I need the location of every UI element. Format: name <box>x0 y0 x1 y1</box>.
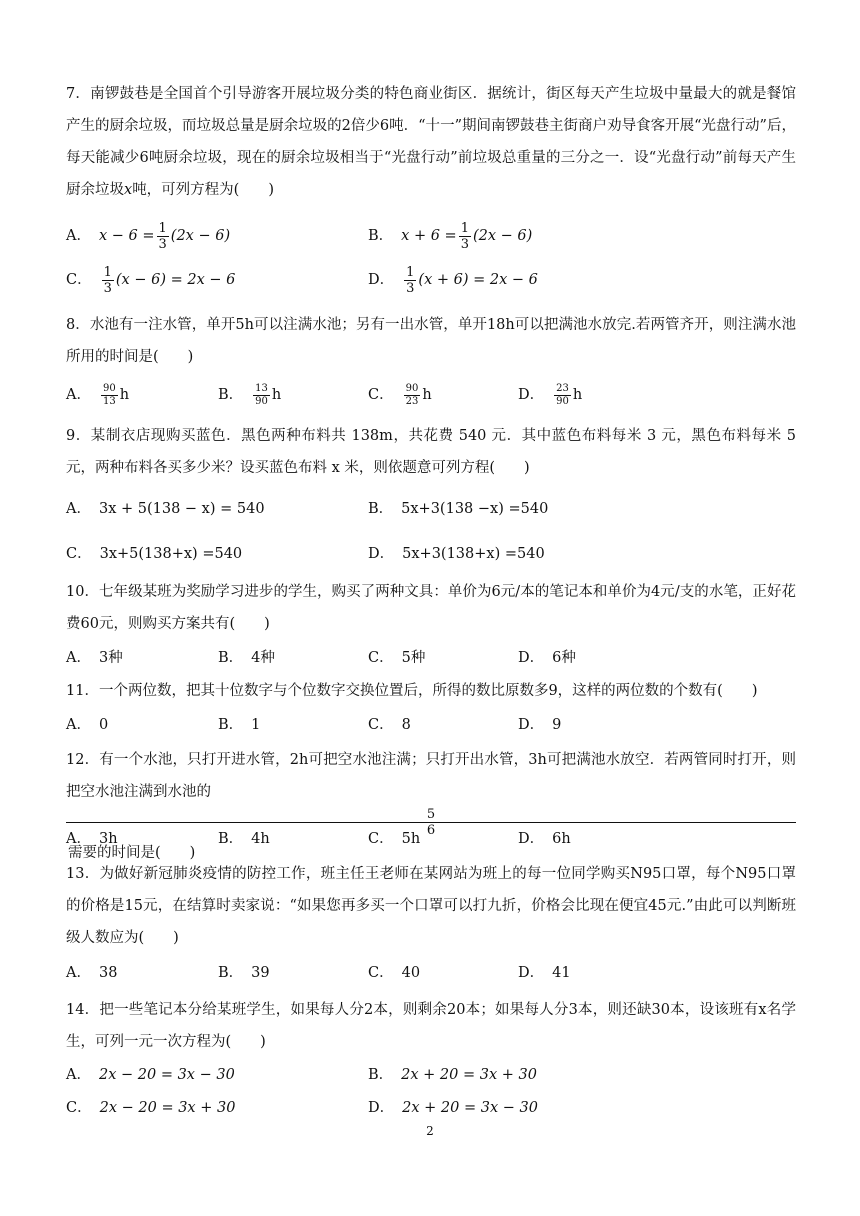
question-10-options <box>66 643 796 673</box>
option-c[interactable]: C． 40 <box>368 965 421 981</box>
question-10-stem: 10．七年级某班为奖励学习进步的学生，购买了两种文具：单价为6元/本的笔记本和单价为4元/支的水笔，正好花费60元，则购买方案共有( ) <box>66 584 796 632</box>
question-8-stem: 8．水池有一注水管，单开5h可以注满水池；另有一出水管，单开18h可以把满池水放完.若两管齐开，则注满水池所用的时间是( ) <box>66 317 796 365</box>
question-12-options <box>66 824 796 854</box>
option-d[interactable]: D． 6h <box>518 831 571 847</box>
option-a[interactable]: A． $\frac{90}{13}$ h <box>66 382 130 407</box>
option-a[interactable]: A． 0 <box>66 717 109 733</box>
option-a[interactable]: A． 3h <box>66 831 118 847</box>
option-c[interactable]: C． 8 <box>368 717 411 733</box>
fraction: $\frac{1}{3}$ <box>158 220 167 252</box>
option-b[interactable]: B． 4种 <box>218 650 275 666</box>
option-d[interactable]: D． 2x + 20 = 3x − 30 <box>368 1100 538 1116</box>
option-c[interactable]: C． 3x+5(138+x) =540 <box>66 546 243 562</box>
option-b[interactable]: B． 4h <box>218 831 270 847</box>
question-14-stem: 14．把一些笔记本分给某班学生，如果每人分2本，则剩余20本；如果每人分3本，则还缺30本，设该班有x名学生，可列一元一次方程为( ) <box>66 1002 796 1050</box>
option-d[interactable]: D． $\frac{1}{3}$ (x + 6) = 2x − 6 <box>368 264 538 296</box>
question-14-options-row1 <box>66 1060 796 1090</box>
option-c[interactable]: C． 5h <box>368 831 421 847</box>
option-d[interactable]: D． 6种 <box>518 650 576 666</box>
option-d[interactable]: D． 41 <box>518 965 571 981</box>
question-14-options-row2 <box>66 1093 796 1123</box>
question-12-stem: 12．有一个水池，只打开进水管，2h可把空水池注满；只打开出水管，3h可把满池水放空．若两管同时打开，则把空水池注满到水池的 5 6 需要的时间是( ) <box>66 752 796 861</box>
question-13-options <box>66 958 796 988</box>
fraction: $\frac{23}{90}$ <box>556 382 569 407</box>
option-c[interactable]: C． 5种 <box>368 650 426 666</box>
page-number: 2 <box>426 1124 434 1138</box>
option-d[interactable]: D． 5x+3(138+x) =540 <box>368 546 545 562</box>
option-a[interactable]: A． 3x + 5(138 − x) = 540 <box>66 501 265 517</box>
question-8-options <box>66 380 796 410</box>
question-9-options-row1 <box>66 494 796 524</box>
question-11-stem: 11．一个两位数，把其十位数字与个位数字交换位置后，所得的数比原数多9，这样的两位数的个数有( ) <box>66 683 758 699</box>
fraction: $\frac{1}{3}$ <box>460 220 469 252</box>
question-7-stem: 7．南锣鼓巷是全国首个引导游客开展垃圾分类的特色商业街区．据统计，街区每天产生垃圾中量最大的就是餐馆产生的厨余垃圾，而垃圾总量是厨余垃圾的2倍少6吨．“十一”期间南锣鼓巷主街商户劝导食客开展“光盘行动”后，每天能减少6吨厨余垃圾，现在的厨余垃圾相当于“光盘行动”前垃圾总重量的三分之一．设“光盘行动”前每天产生厨余垃圾x吨，可列方程为( ) <box>66 86 796 198</box>
question-8 <box>66 309 796 373</box>
question-9-stem: 9．某制衣店现购买蓝色．黑色两种布料共 138m，共花费 540 元．其中蓝色布料每米 3 元，黑色布料每米 5 元，两种布料各买多少米？设买蓝色布料 x 米，则依题意可列方程( ) <box>66 428 796 476</box>
option-b[interactable]: B． 1 <box>218 717 261 733</box>
question-9-options-row2 <box>66 539 796 569</box>
question-11-options <box>66 710 796 740</box>
question-14 <box>66 994 796 1058</box>
fraction: 5 6 <box>66 808 796 837</box>
option-a[interactable]: A． x − 6 = $\frac{1}{3}$ (2x − 6) <box>66 220 231 252</box>
option-b[interactable]: B． $\frac{13}{90}$ h <box>218 382 282 407</box>
question-7-options-row1 <box>66 221 796 251</box>
fraction: $\frac{1}{3}$ <box>103 264 112 296</box>
fraction: $\frac{90}{23}$ <box>405 382 419 407</box>
option-b[interactable]: B． 2x + 20 = 3x + 30 <box>368 1067 537 1083</box>
option-c[interactable]: C． 2x − 20 = 3x + 30 <box>66 1100 236 1116</box>
option-b[interactable]: B． 39 <box>218 965 270 981</box>
question-11 <box>66 675 796 707</box>
fraction: $\frac{90}{13}$ <box>102 382 116 407</box>
question-10 <box>66 576 796 640</box>
fraction: $\frac{1}{3}$ <box>406 264 415 296</box>
option-a[interactable]: A． 2x − 20 = 3x − 30 <box>66 1067 235 1083</box>
option-c[interactable]: C． $\frac{90}{23}$ h <box>368 382 432 407</box>
question-7-options-row2 <box>66 265 796 295</box>
question-13 <box>66 858 796 954</box>
question-13-stem: 13．为做好新冠肺炎疫情的防控工作，班主任王老师在某网站为班上的每一位同学购买N95口罩，每个N95口罩的价格是15元，在结算时卖家说：“如果您再多买一个口罩可以打九折，价格会比现在便宜45元.”由此可以判断班级人数应为( ) <box>66 866 796 946</box>
option-d[interactable]: D． $\frac{23}{90}$ h <box>518 382 583 407</box>
option-d[interactable]: D． 9 <box>518 717 562 733</box>
option-b[interactable]: B． x + 6 = $\frac{1}{3}$ (2x − 6) <box>368 220 533 252</box>
question-7 <box>66 78 796 206</box>
option-c[interactable]: C． $\frac{1}{3}$ (x − 6) = 2x − 6 <box>66 264 236 296</box>
option-a[interactable]: A． 38 <box>66 965 118 981</box>
question-9 <box>66 420 796 484</box>
option-a[interactable]: A． 3种 <box>66 650 123 666</box>
option-b[interactable]: B． 5x+3(138 −x) =540 <box>368 501 549 517</box>
fraction: $\frac{13}{90}$ <box>255 382 268 407</box>
